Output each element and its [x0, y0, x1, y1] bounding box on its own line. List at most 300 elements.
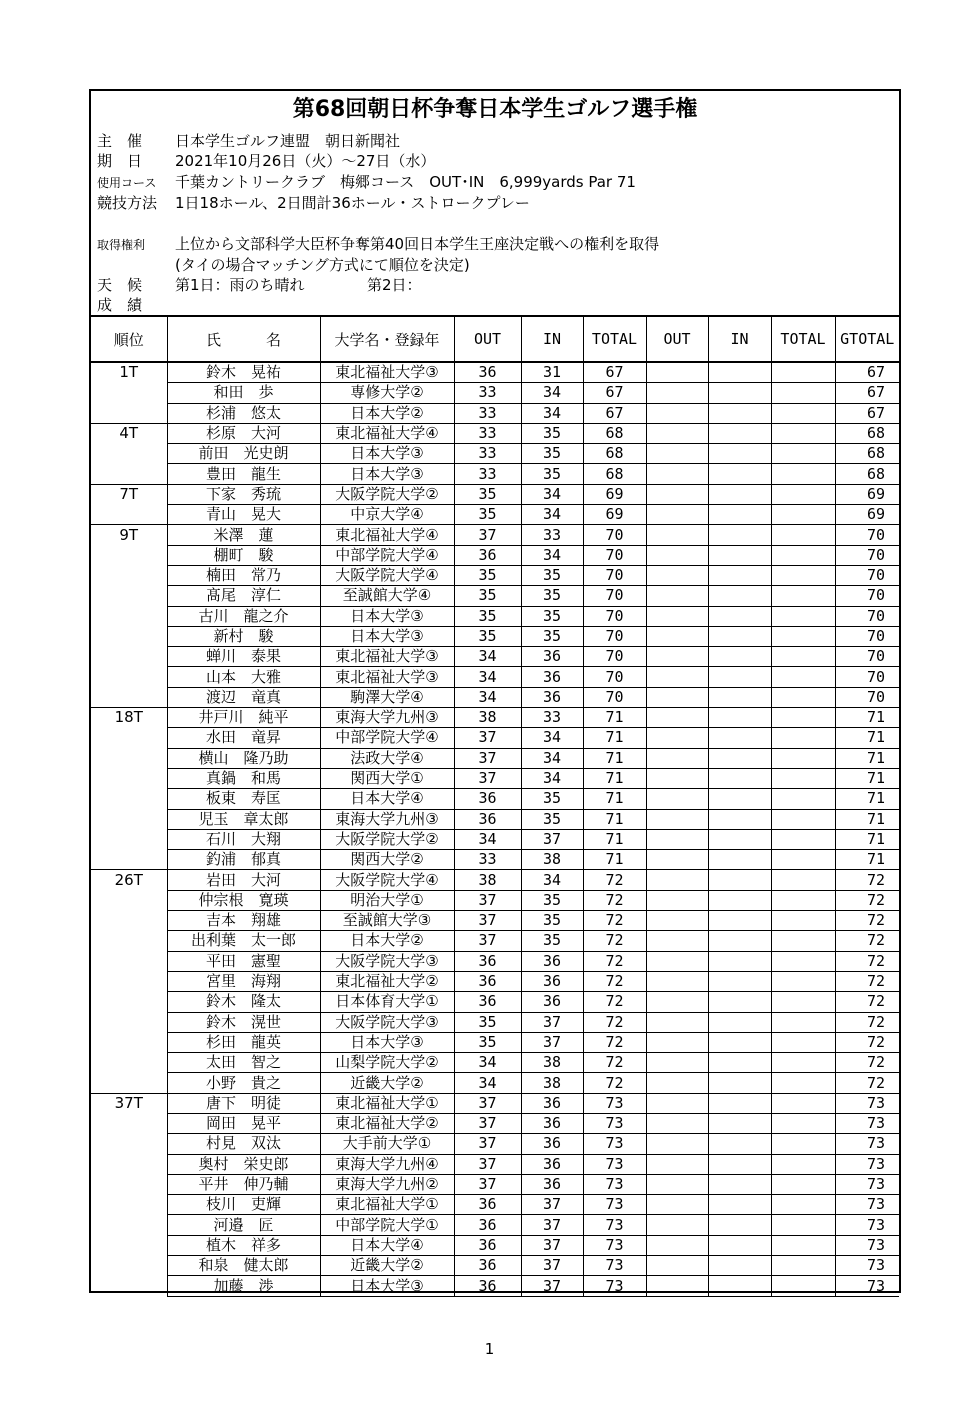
player-name-cell: 小野 貴之 [167, 1073, 320, 1093]
day1-in-cell: 34 [521, 505, 583, 525]
gtotal-cell: 71 [835, 850, 899, 870]
day2-total-cell [771, 829, 835, 849]
table-row [91, 423, 899, 443]
gtotal-cell: 67 [835, 362, 899, 383]
player-name-cell: 児玉 章太郎 [167, 809, 320, 829]
day1-total-cell: 72 [583, 992, 646, 1012]
gtotal-cell: 70 [835, 687, 899, 707]
day2-total-cell [771, 383, 835, 403]
day1-total-cell: 73 [583, 1154, 646, 1174]
rank-cell [91, 1215, 167, 1235]
day2-in-cell [708, 545, 771, 565]
day2-total-cell [771, 748, 835, 768]
gtotal-cell: 69 [835, 484, 899, 504]
header-name: 氏 名 [167, 316, 320, 362]
rank-cell [91, 444, 167, 464]
day2-out-cell [646, 444, 708, 464]
day2-in-cell [708, 444, 771, 464]
table-row [91, 768, 899, 788]
university-cell: 大阪学院大学② [320, 484, 454, 504]
day2-total-cell [771, 667, 835, 687]
table-row [91, 748, 899, 768]
day1-total-cell: 70 [583, 626, 646, 646]
header-day2-in: IN [708, 316, 771, 362]
player-name-cell: 吉本 翔雄 [167, 911, 320, 931]
table-row [91, 1012, 899, 1032]
day1-in-cell: 36 [521, 667, 583, 687]
day2-in-cell [708, 1093, 771, 1113]
day2-out-cell [646, 1154, 708, 1174]
player-name-cell: 河邉 匠 [167, 1215, 320, 1235]
table-row [91, 626, 899, 646]
day1-out-cell: 37 [454, 1093, 521, 1113]
day1-out-cell: 33 [454, 850, 521, 870]
rank-cell [91, 647, 167, 667]
day1-total-cell: 73 [583, 1235, 646, 1255]
day2-total-cell [771, 1032, 835, 1052]
university-cell: 日本大学④ [320, 789, 454, 809]
day2-total-cell [771, 1134, 835, 1154]
info-result [97, 295, 175, 315]
day1-out-cell: 35 [454, 1032, 521, 1052]
format-value: 1日18ホール、2日間計36ホール・ストロークプレー [175, 194, 530, 212]
day1-in-cell: 31 [521, 362, 583, 383]
day2-in-cell [708, 505, 771, 525]
rank-cell [91, 1032, 167, 1052]
gtotal-cell: 72 [835, 1032, 899, 1052]
day1-in-cell: 36 [521, 1113, 583, 1133]
gtotal-cell: 71 [835, 768, 899, 788]
gtotal-cell: 71 [835, 809, 899, 829]
day1-in-cell: 33 [521, 525, 583, 545]
gtotal-cell: 70 [835, 667, 899, 687]
university-cell: 近畿大学② [320, 1073, 454, 1093]
day1-total-cell: 71 [583, 708, 646, 728]
rank-cell [91, 667, 167, 687]
day2-total-cell [771, 1012, 835, 1032]
results-table [91, 315, 899, 1297]
player-name-cell: 前田 光史朗 [167, 444, 320, 464]
rights-value-2: (タイの場合マッチング方式にて順位を決定) [175, 256, 470, 274]
day1-total-cell: 70 [583, 647, 646, 667]
table-row [91, 565, 899, 585]
table-row [91, 789, 899, 809]
day2-total-cell [771, 545, 835, 565]
table-row [91, 687, 899, 707]
day2-out-cell [646, 565, 708, 585]
day2-out-cell [646, 890, 708, 910]
day2-out-cell [646, 647, 708, 667]
rights-label: 取得権利 [97, 238, 146, 252]
rank-cell [91, 1134, 167, 1154]
rank-cell [91, 505, 167, 525]
player-name-cell: 鈴木 隆太 [167, 992, 320, 1012]
table-row [91, 606, 899, 626]
gtotal-cell: 72 [835, 1073, 899, 1093]
day2-in-cell [708, 423, 771, 443]
day2-in-cell [708, 809, 771, 829]
day1-out-cell: 37 [454, 911, 521, 931]
table-row [91, 829, 899, 849]
day2-out-cell [646, 525, 708, 545]
day1-total-cell: 71 [583, 809, 646, 829]
player-name-cell: 釣浦 郁真 [167, 850, 320, 870]
table-row [91, 809, 899, 829]
table-row [91, 1235, 899, 1255]
day2-in-cell [708, 951, 771, 971]
day2-out-cell [646, 362, 708, 383]
rank-cell [91, 1113, 167, 1133]
day2-in-cell [708, 687, 771, 707]
day1-out-cell: 35 [454, 586, 521, 606]
gtotal-cell: 67 [835, 383, 899, 403]
university-cell: 専修大学② [320, 383, 454, 403]
player-name-cell: 和田 歩 [167, 383, 320, 403]
university-cell: 東海大学九州③ [320, 809, 454, 829]
day2-total-cell [771, 1215, 835, 1235]
university-cell: 東北福祉大学① [320, 1195, 454, 1215]
day2-out-cell [646, 748, 708, 768]
rank-cell [91, 829, 167, 849]
rank-cell [91, 890, 167, 910]
player-name-cell: 豊田 龍生 [167, 464, 320, 484]
gtotal-cell: 72 [835, 1053, 899, 1073]
info-date [97, 151, 435, 171]
day2-out-cell [646, 423, 708, 443]
table-row [91, 1215, 899, 1235]
gtotal-cell: 73 [835, 1235, 899, 1255]
day2-total-cell [771, 606, 835, 626]
table-row [91, 951, 899, 971]
day1-in-cell: 33 [521, 708, 583, 728]
day1-out-cell: 37 [454, 768, 521, 788]
day2-in-cell [708, 1012, 771, 1032]
day1-total-cell: 68 [583, 423, 646, 443]
day1-total-cell: 71 [583, 748, 646, 768]
day1-out-cell: 35 [454, 565, 521, 585]
day1-out-cell: 36 [454, 789, 521, 809]
gtotal-cell: 67 [835, 403, 899, 423]
gtotal-cell: 71 [835, 748, 899, 768]
rank-cell [91, 545, 167, 565]
result-label: 成 績 [97, 296, 143, 314]
day1-in-cell: 35 [521, 789, 583, 809]
gtotal-cell: 73 [835, 1256, 899, 1276]
rank-cell [91, 931, 167, 951]
rank-cell: 1T [91, 362, 167, 383]
table-row [91, 444, 899, 464]
day1-in-cell: 35 [521, 586, 583, 606]
day1-total-cell: 70 [583, 687, 646, 707]
day1-total-cell: 72 [583, 911, 646, 931]
day2-in-cell [708, 1134, 771, 1154]
day1-out-cell: 35 [454, 626, 521, 646]
day2-out-cell [646, 1032, 708, 1052]
gtotal-cell: 73 [835, 1195, 899, 1215]
gtotal-cell: 71 [835, 728, 899, 748]
table-row [91, 484, 899, 504]
university-cell: 大阪学院大学③ [320, 951, 454, 971]
day2-in-cell [708, 525, 771, 545]
table-row [91, 1053, 899, 1073]
day1-total-cell: 70 [583, 586, 646, 606]
day2-total-cell [771, 362, 835, 383]
day2-total-cell [771, 626, 835, 646]
gtotal-cell: 70 [835, 626, 899, 646]
day2-out-cell [646, 1113, 708, 1133]
day1-out-cell: 37 [454, 1154, 521, 1174]
day2-total-cell [771, 1276, 835, 1296]
table-header-row [91, 316, 899, 362]
player-name-cell: 棚町 駿 [167, 545, 320, 565]
rank-cell [91, 1053, 167, 1073]
day2-total-cell [771, 971, 835, 991]
day1-total-cell: 72 [583, 1053, 646, 1073]
table-row [91, 464, 899, 484]
player-name-cell: 岩田 大河 [167, 870, 320, 890]
day2-out-cell [646, 403, 708, 423]
day2-in-cell [708, 1276, 771, 1296]
university-cell: 近畿大学② [320, 1256, 454, 1276]
rank-cell [91, 992, 167, 1012]
day1-out-cell: 36 [454, 971, 521, 991]
day1-total-cell: 68 [583, 464, 646, 484]
day2-out-cell [646, 992, 708, 1012]
university-cell: 山梨学院大学② [320, 1053, 454, 1073]
university-cell: 日本大学② [320, 403, 454, 423]
info-rights [97, 234, 659, 255]
day1-in-cell: 36 [521, 647, 583, 667]
day2-in-cell [708, 1154, 771, 1174]
player-name-cell: 米澤 蓮 [167, 525, 320, 545]
player-name-cell: 唐下 明徒 [167, 1093, 320, 1113]
day1-total-cell: 70 [583, 606, 646, 626]
table-row [91, 1195, 899, 1215]
university-cell: 駒澤大学④ [320, 687, 454, 707]
rank-cell: 26T [91, 870, 167, 890]
university-cell: 中部学院大学④ [320, 728, 454, 748]
player-name-cell: 山本 大雅 [167, 667, 320, 687]
day1-total-cell: 73 [583, 1256, 646, 1276]
day2-out-cell [646, 484, 708, 504]
header-day1-total: TOTAL [583, 316, 646, 362]
day1-in-cell: 36 [521, 687, 583, 707]
day2-out-cell [646, 768, 708, 788]
university-cell: 東北福祉大学③ [320, 667, 454, 687]
weather-day1: 第1日：雨のち晴れ [175, 276, 305, 294]
player-name-cell: 宮里 海翔 [167, 971, 320, 991]
day1-out-cell: 33 [454, 423, 521, 443]
day1-out-cell: 36 [454, 992, 521, 1012]
gtotal-cell: 73 [835, 1174, 899, 1194]
day1-out-cell: 34 [454, 667, 521, 687]
player-name-cell: 真鍋 和馬 [167, 768, 320, 788]
university-cell: 東海大学九州④ [320, 1154, 454, 1174]
table-row [91, 1134, 899, 1154]
day2-in-cell [708, 383, 771, 403]
day2-total-cell [771, 1093, 835, 1113]
gtotal-cell: 72 [835, 931, 899, 951]
university-cell: 中京大学④ [320, 505, 454, 525]
day1-in-cell: 37 [521, 1235, 583, 1255]
rank-cell [91, 1276, 167, 1296]
day1-in-cell: 37 [521, 1215, 583, 1235]
day2-out-cell [646, 1073, 708, 1093]
rank-cell: 4T [91, 423, 167, 443]
day1-in-cell: 35 [521, 565, 583, 585]
day2-in-cell [708, 992, 771, 1012]
player-name-cell: 仲宗根 寛瑛 [167, 890, 320, 910]
rank-cell [91, 1012, 167, 1032]
day2-total-cell [771, 890, 835, 910]
day1-total-cell: 72 [583, 870, 646, 890]
day2-in-cell [708, 728, 771, 748]
university-cell: 日本大学③ [320, 626, 454, 646]
day1-in-cell: 36 [521, 971, 583, 991]
day1-total-cell: 73 [583, 1174, 646, 1194]
player-name-cell: 杉原 大河 [167, 423, 320, 443]
header-day1-in: IN [521, 316, 583, 362]
day1-out-cell: 33 [454, 444, 521, 464]
table-row [91, 667, 899, 687]
day1-total-cell: 71 [583, 850, 646, 870]
player-name-cell: 板東 寿匡 [167, 789, 320, 809]
table-row [91, 586, 899, 606]
table-row [91, 525, 899, 545]
day2-out-cell [646, 667, 708, 687]
university-cell: 東海大学九州③ [320, 708, 454, 728]
player-name-cell: 奥村 栄史郎 [167, 1154, 320, 1174]
university-cell: 大阪学院大学③ [320, 1012, 454, 1032]
day1-total-cell: 71 [583, 728, 646, 748]
university-cell: 法政大学④ [320, 748, 454, 768]
day2-out-cell [646, 1093, 708, 1113]
day1-out-cell: 36 [454, 1215, 521, 1235]
day1-out-cell: 37 [454, 525, 521, 545]
university-cell: 大阪学院大学② [320, 829, 454, 849]
table-row [91, 728, 899, 748]
university-cell: 至誠館大学③ [320, 911, 454, 931]
day1-out-cell: 34 [454, 647, 521, 667]
day2-in-cell [708, 829, 771, 849]
gtotal-cell: 68 [835, 464, 899, 484]
course-value: 千葉カントリークラブ 梅郷コース OUT･IN 6,999yards Par 71 [175, 173, 636, 191]
day1-in-cell: 37 [521, 1256, 583, 1276]
day2-out-cell [646, 870, 708, 890]
player-name-cell: 杉浦 悠太 [167, 403, 320, 423]
day1-in-cell: 35 [521, 444, 583, 464]
day1-out-cell: 36 [454, 1195, 521, 1215]
day1-total-cell: 67 [583, 403, 646, 423]
day2-in-cell [708, 748, 771, 768]
gtotal-cell: 72 [835, 890, 899, 910]
day1-total-cell: 71 [583, 768, 646, 788]
day1-out-cell: 35 [454, 484, 521, 504]
day1-out-cell: 36 [454, 951, 521, 971]
day2-total-cell [771, 708, 835, 728]
day1-total-cell: 73 [583, 1134, 646, 1154]
day1-in-cell: 35 [521, 626, 583, 646]
day1-in-cell: 34 [521, 748, 583, 768]
player-name-cell: 蝉川 泰果 [167, 647, 320, 667]
day2-out-cell [646, 931, 708, 951]
university-cell: 日本大学③ [320, 1276, 454, 1296]
university-cell: 東北福祉大学③ [320, 647, 454, 667]
day1-total-cell: 72 [583, 1012, 646, 1032]
table-row [91, 505, 899, 525]
player-name-cell: 石川 大翔 [167, 829, 320, 849]
player-name-cell: 髙尾 淳仁 [167, 586, 320, 606]
day1-total-cell: 72 [583, 971, 646, 991]
day2-in-cell [708, 931, 771, 951]
day2-in-cell [708, 1174, 771, 1194]
day2-out-cell [646, 1053, 708, 1073]
rank-cell [91, 383, 167, 403]
day2-out-cell [646, 1134, 708, 1154]
day1-in-cell: 37 [521, 1276, 583, 1296]
day1-out-cell: 36 [454, 809, 521, 829]
university-cell: 日本大学③ [320, 444, 454, 464]
day2-in-cell [708, 647, 771, 667]
day1-total-cell: 72 [583, 890, 646, 910]
day1-total-cell: 69 [583, 484, 646, 504]
day1-total-cell: 67 [583, 383, 646, 403]
rank-cell [91, 809, 167, 829]
day1-in-cell: 38 [521, 850, 583, 870]
day1-in-cell: 35 [521, 931, 583, 951]
day1-out-cell: 38 [454, 870, 521, 890]
day1-total-cell: 69 [583, 505, 646, 525]
header-day1-out: OUT [454, 316, 521, 362]
day2-total-cell [771, 850, 835, 870]
gtotal-cell: 72 [835, 911, 899, 931]
player-name-cell: 渡辺 竜真 [167, 687, 320, 707]
sponsor-label: 主 催 [97, 132, 143, 150]
page-title: 第68回朝日杯争奪日本学生ゴルフ選手権 [292, 97, 698, 122]
gtotal-cell: 72 [835, 992, 899, 1012]
day2-in-cell [708, 789, 771, 809]
day1-in-cell: 36 [521, 992, 583, 1012]
day2-in-cell [708, 403, 771, 423]
gtotal-cell: 73 [835, 1215, 899, 1235]
day2-total-cell [771, 951, 835, 971]
day2-out-cell [646, 606, 708, 626]
day1-in-cell: 35 [521, 809, 583, 829]
table-row [91, 992, 899, 1012]
day1-total-cell: 71 [583, 829, 646, 849]
table-row [91, 1113, 899, 1133]
player-name-cell: 平井 伸乃輔 [167, 1174, 320, 1194]
day1-in-cell: 37 [521, 1032, 583, 1052]
university-cell: 日本大学③ [320, 606, 454, 626]
day2-out-cell [646, 383, 708, 403]
day2-total-cell [771, 647, 835, 667]
table-row [91, 708, 899, 728]
day2-out-cell [646, 1276, 708, 1296]
player-name-cell: 杉田 龍英 [167, 1032, 320, 1052]
day2-in-cell [708, 565, 771, 585]
day2-out-cell [646, 1174, 708, 1194]
rank-cell [91, 606, 167, 626]
day2-in-cell [708, 667, 771, 687]
day2-in-cell [708, 1032, 771, 1052]
day2-in-cell [708, 464, 771, 484]
player-name-cell: 青山 晃大 [167, 505, 320, 525]
day2-out-cell [646, 464, 708, 484]
day2-in-cell [708, 890, 771, 910]
day1-in-cell: 34 [521, 870, 583, 890]
gtotal-cell: 73 [835, 1113, 899, 1133]
